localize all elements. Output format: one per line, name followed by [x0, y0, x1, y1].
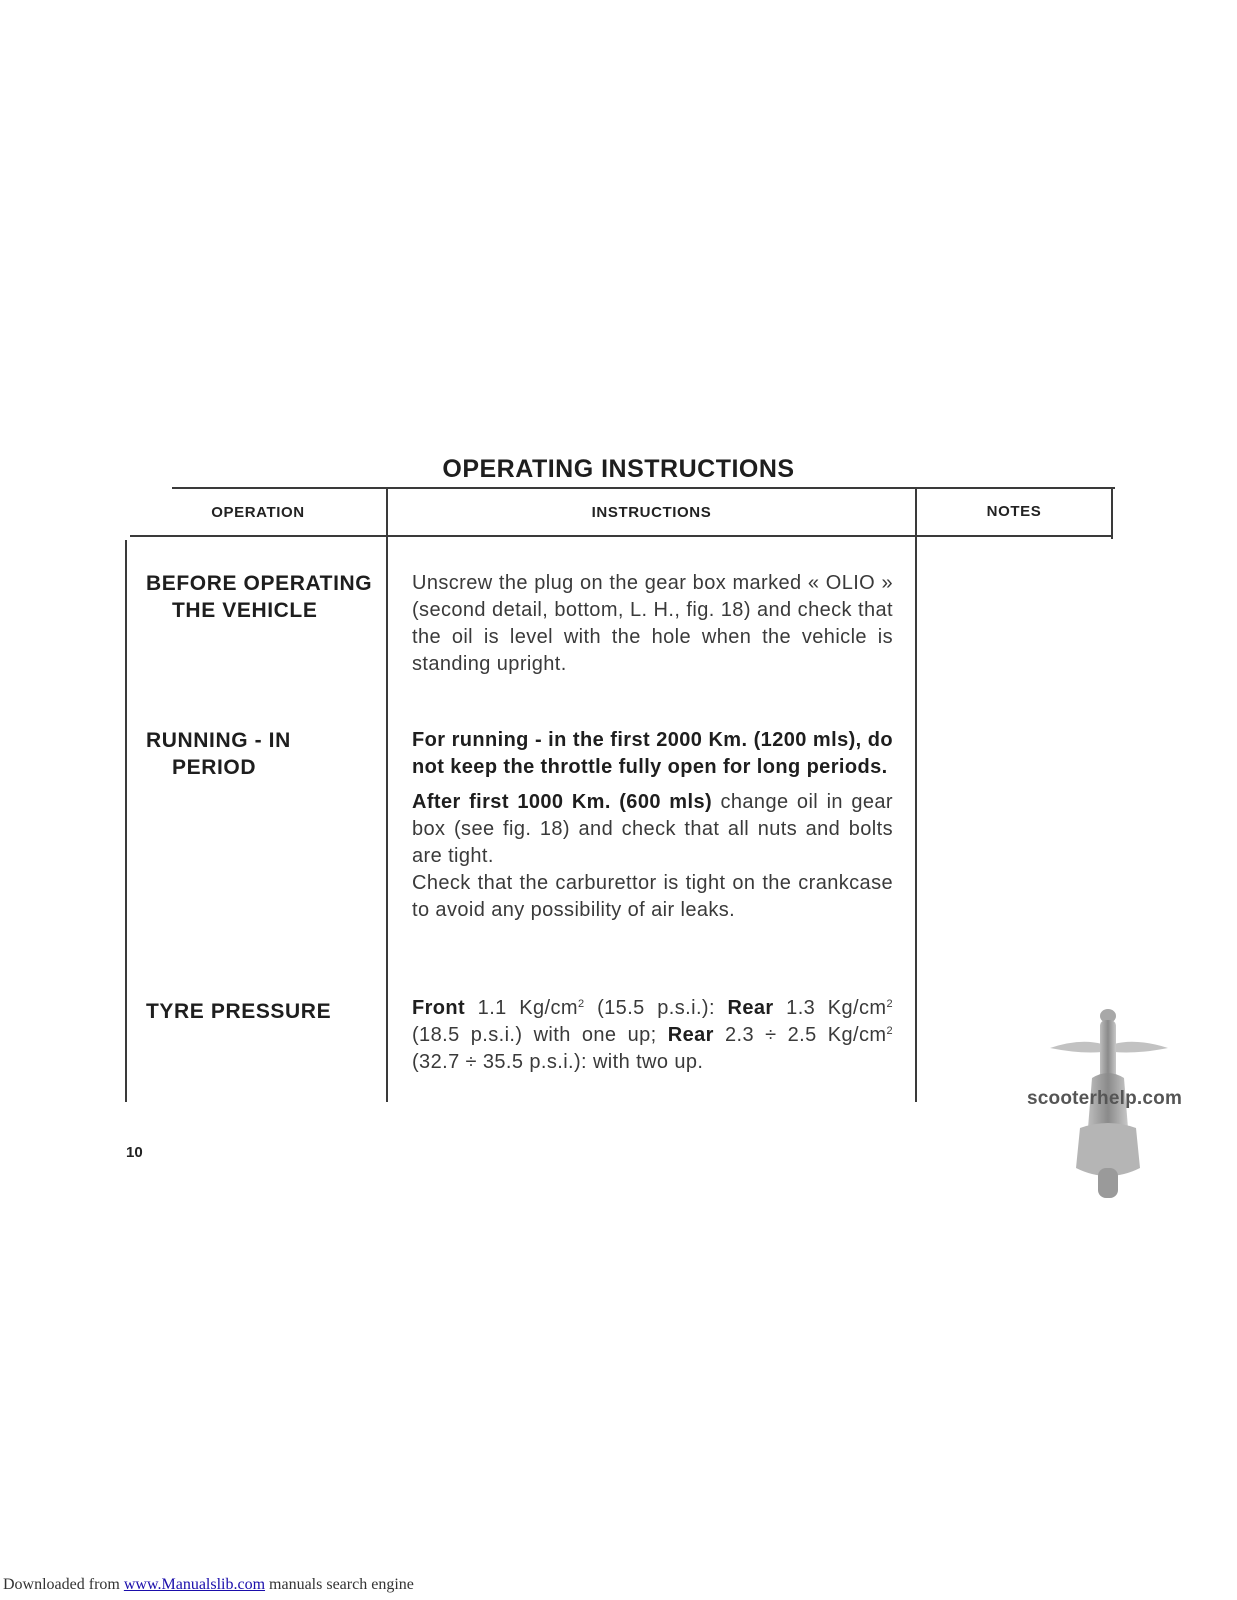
front-pressure: 1.1 Kg/cm	[465, 997, 578, 1019]
column-divider-right	[1111, 489, 1113, 539]
column-header-instructions: INSTRUCTIONS	[591, 504, 712, 521]
operation-line-1: BEFORE OPERATING	[146, 572, 373, 595]
manualslib-link[interactable]: www.Manualslib.com	[123, 1576, 266, 1593]
column-divider-2	[915, 489, 917, 1102]
operation-label	[146, 998, 386, 1025]
column-header-notes: NOTES	[986, 503, 1042, 520]
watermark-text: scooterhelp.com	[1027, 1088, 1183, 1109]
superscript: 2	[886, 1025, 893, 1037]
download-footer	[3, 1576, 414, 1594]
operation-label	[146, 727, 386, 781]
instruction-text	[412, 995, 893, 1076]
operation-line-2: THE VEHICLE	[172, 599, 318, 622]
footer-prefix: Downloaded from	[3, 1576, 124, 1593]
superscript: 2	[577, 998, 585, 1010]
front-pressure-psi: (15.5 p.s.i.):	[584, 997, 728, 1019]
table-top-rule	[172, 487, 1115, 489]
operation-line-1: TYRE PRESSURE	[146, 1000, 332, 1023]
instruction-paragraph: Unscrew the plug on the gear box marked « OLIO » (second detail, bottom, L. H., fig. 18) and check that the oil is level with the hole when the vehicle is standing upright.	[412, 572, 893, 675]
rear-pressure-two-up-psi: (32.7 ÷ 35.5 p.s.i.): with two up.	[412, 1051, 704, 1073]
instruction-text	[412, 570, 893, 678]
bold-instruction: For running - in the first 2000 Km. (1200 mls), do not keep the throttle fully open for long periods.	[412, 729, 893, 778]
rear-pressure: 1.3 Kg/cm	[773, 997, 887, 1019]
column-divider-left	[125, 540, 127, 1102]
bold-lead: After first 1000 Km. (600 mls)	[412, 791, 713, 813]
superscript: 2	[886, 998, 893, 1010]
rear-label: Rear	[727, 997, 774, 1019]
operation-line-1: RUNNING - IN	[146, 729, 291, 752]
rear-pressure-two-up: 2.3 ÷ 2.5 Kg/cm	[713, 1024, 887, 1046]
rear-pressure-psi: (18.5 p.s.i.) with one up;	[412, 1024, 668, 1046]
column-header-operation: OPERATION	[211, 504, 305, 521]
front-label: Front	[412, 997, 466, 1019]
instruction-rest: change oil in gear box (see fig. 18) and check that all nuts and bolts are tight.	[412, 791, 893, 867]
column-divider-1	[386, 489, 388, 1102]
operation-label	[146, 570, 386, 624]
page-number: 10	[126, 1144, 143, 1161]
page-title: OPERATING INSTRUCTIONS	[442, 455, 795, 483]
header-bottom-rule	[130, 535, 1113, 537]
operation-line-2: PERIOD	[172, 756, 257, 779]
footer-suffix: manuals search engine	[265, 1576, 414, 1593]
rear-label: Rear	[667, 1024, 714, 1046]
instruction-paragraph: Check that the carburettor is tight on the crankcase to avoid any possibility of air leaks.	[412, 872, 893, 921]
instruction-text	[412, 727, 893, 924]
